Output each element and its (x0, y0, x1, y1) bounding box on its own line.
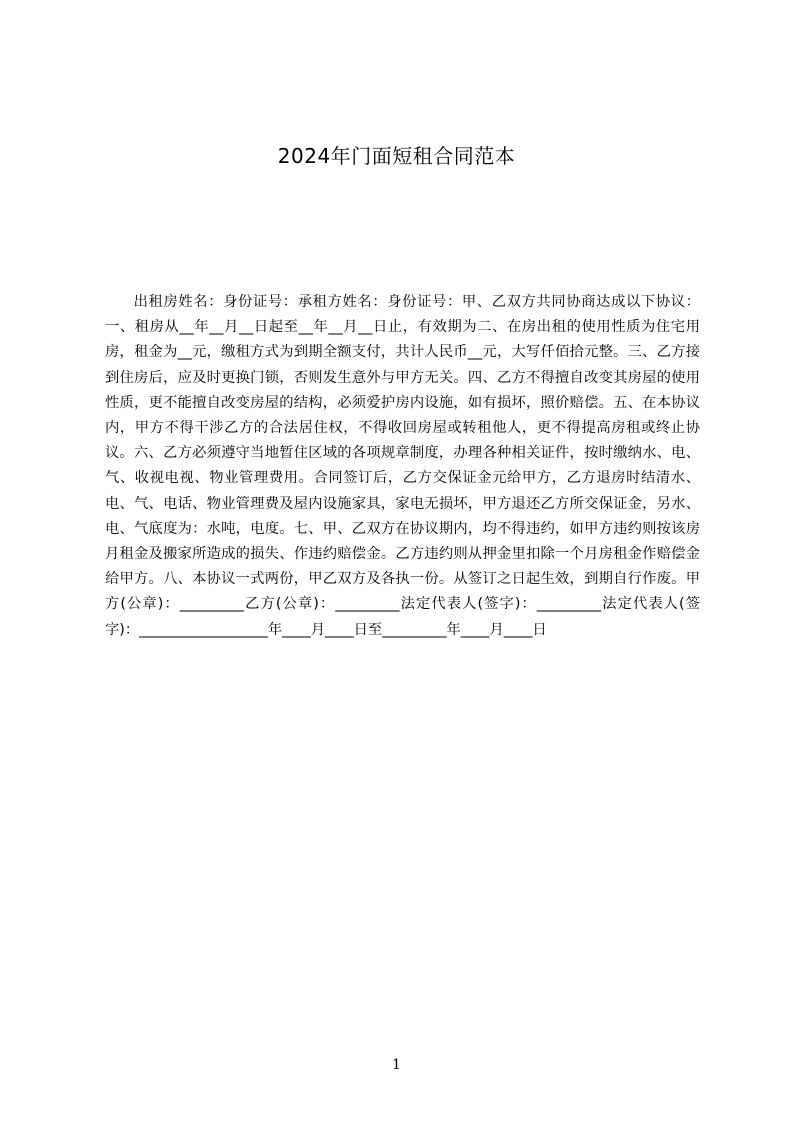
document-title: 2024年门面短租合同范本 (277, 144, 516, 168)
contract-body-paragraph: 出租房姓名：身份证号：承租方姓名：身份证号：甲、乙双方共同协商达成以下协议：一、租房从__年__月__日起至__年__月__日止，有效期为二、在房出租的使用性质为住宅用房，租金为__元，缴租方式为到期全额支付，共计人民币__元，大写仟佰拾元整。三、乙方接到住房后，应及时更换门锁，否则发生意外与甲方无关。四、乙方不得擅自改变其房屋的使用性质，更不能擅自改变房屋的结构，必须爱护房内设施，如有损坏，照价赔偿。五、在本协议内，甲方不得干涉乙方的合法居住权，不得收回房屋或转租他人，更不得提高房租或终止协议。六、乙方必须遵守当地暂住区域的各项规章制度，办理各种相关证件，按时缴纳水、电、气、收视电视、物业管理费用。合同签订后，乙方交保证金元给甲方，乙方退房时结清水、电、气、电话、物业管理费及屋内设施家具，家电无损坏，甲方退还乙方所交保证金，另水、电、气底度为：水吨，电度。七、甲、乙双方在协议期内，均不得违约，如甲方违约则按该房月租金及搬家所造成的损失、作违约赔偿金。乙方违约则从押金里扣除一个月房租金作赔偿金给甲方。八、本协议一式两份，甲乙双方及各执一份。从签订之日起生效，到期自行作废。甲方(公章)：_________乙方(公章)：_________法定代表人(签字)：_________法定代表人(签字)：__________________年____月____日至_________年____月____日 (105, 294, 700, 638)
page-number: 1 (392, 1057, 401, 1073)
